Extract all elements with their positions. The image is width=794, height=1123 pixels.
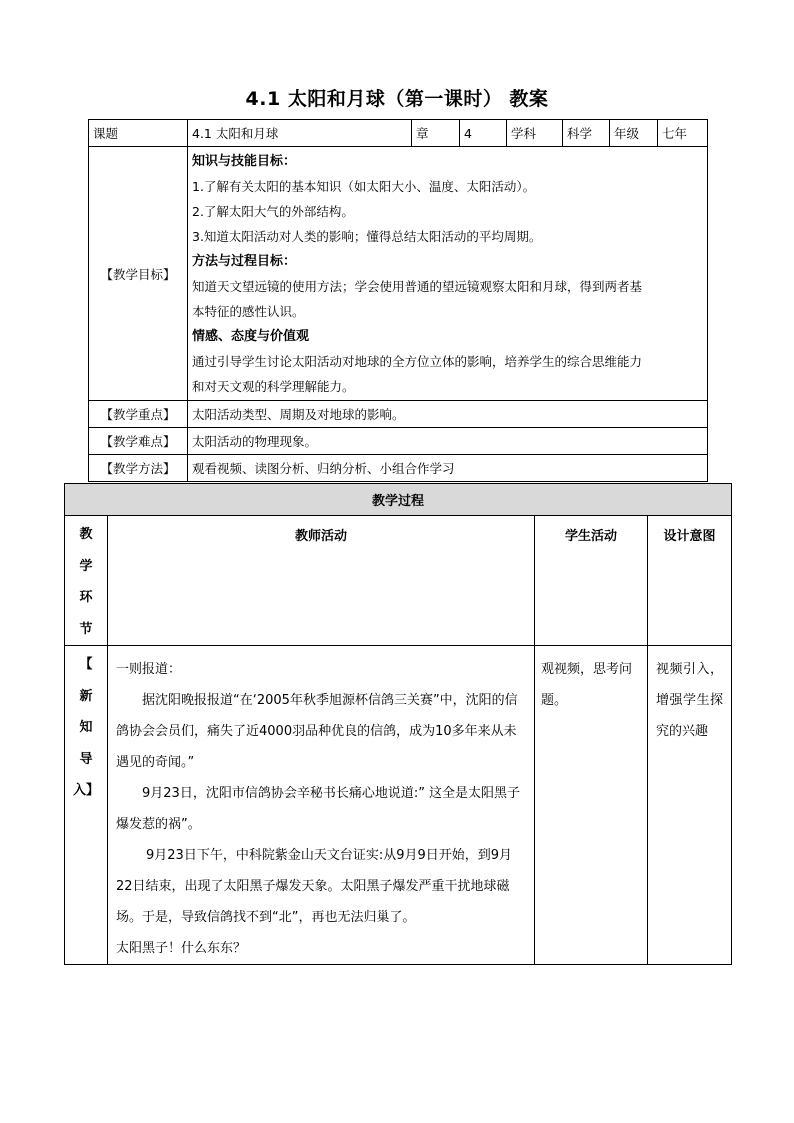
key-points-label: 【教学重点】 bbox=[89, 401, 188, 428]
page-title: 4.1 太阳和月球（第一课时） 教案 bbox=[245, 88, 549, 110]
student-activity: 观视频，思考问题。 bbox=[535, 646, 648, 965]
report-intro: 一则报道： bbox=[116, 662, 182, 677]
stage-new-knowledge: 【 新 知 导 入】 bbox=[65, 646, 108, 965]
objective-item-2: 2.了解太阳大气的外部结构。 bbox=[192, 204, 354, 219]
stage-column-header: 教 学 环 节 bbox=[65, 516, 108, 646]
topic-value: 4.1 太阳和月球 bbox=[188, 120, 412, 147]
report-question: 太阳黑子！什么东东？ bbox=[116, 941, 247, 956]
grade-label: 年级 bbox=[610, 120, 658, 147]
objective-heading-method: 方法与过程目标： bbox=[192, 254, 297, 269]
value-line-2: 和对天文观的科学理解能力。 bbox=[192, 379, 355, 394]
report-paragraph-1: 据沈阳晚报报道“在‘2005年秋季旭源杯信鸽三关赛”中，沈阳的信鸽协会会员们，痛失了近4000羽品种优良的信鸽，成为10多年来从未遇见的奇闻。” bbox=[116, 693, 518, 770]
method-line-2: 本特征的感性认识。 bbox=[192, 304, 305, 319]
methods-label: 【教学方法】 bbox=[89, 455, 188, 482]
chapter-value: 4 bbox=[460, 120, 507, 147]
design-column-header: 设计意图 bbox=[648, 516, 732, 646]
methods-value: 观看视频、读图分析、归纳分析、小组合作学习 bbox=[188, 455, 708, 482]
objective-heading-values: 情感、态度与价值观 bbox=[192, 329, 310, 344]
objectives-label: 【教学目标】 bbox=[89, 147, 188, 401]
subject-value: 科学 bbox=[563, 120, 610, 147]
student-column-header: 学生活动 bbox=[535, 516, 648, 646]
key-points-value: 太阳活动类型、周期及对地球的影响。 bbox=[188, 401, 708, 428]
difficulties-value: 太阳活动的物理现象。 bbox=[188, 428, 708, 455]
topic-label: 课题 bbox=[89, 120, 188, 147]
difficulties-label: 【教学难点】 bbox=[89, 428, 188, 455]
method-line-1: 知道天文望远镜的使用方法；学会使用普通的望远镜观察太阳和月球，得到两者基 bbox=[192, 279, 643, 294]
teacher-column-header: 教师活动 bbox=[108, 516, 535, 646]
design-intent: 视频引入，增强学生探究的兴趣 bbox=[648, 646, 732, 965]
objectives-content bbox=[188, 147, 708, 401]
chapter-label: 章 bbox=[412, 120, 460, 147]
report-paragraph-2: 9月23日，沈阳市信鸽协会辛秘书长痛心地说道:” 这全是太阳黑子爆发惹的祸”。 bbox=[116, 786, 521, 832]
grade-value: 七年 bbox=[658, 120, 708, 147]
value-line-1: 通过引导学生讨论太阳活动对地球的全方位立体的影响，培养学生的综合思维能力 bbox=[192, 354, 643, 369]
process-header: 教学过程 bbox=[65, 484, 732, 516]
subject-label: 学科 bbox=[507, 120, 563, 147]
objective-heading-knowledge: 知识与技能目标： bbox=[192, 154, 297, 169]
objective-item-3: 3.知道太阳活动对人类的影响；懂得总结太阳活动的平均周期。 bbox=[192, 229, 542, 244]
lesson-info-table bbox=[88, 119, 708, 482]
report-paragraph-3: 9月23日下午，中科院紫金山天文台证实:从9月9日开始，到9月22日结束，出现了太阳黑子爆发天象。太阳黑子爆发严重干扰地球磁场。于是，导致信鸽找不到“北”，再也无法归巢了。 bbox=[116, 848, 513, 925]
objective-item-1: 1.了解有关太阳的基本知识（如太阳大小、温度、太阳活动）。 bbox=[192, 179, 536, 194]
teacher-activity bbox=[108, 646, 535, 965]
teaching-process-table bbox=[64, 483, 732, 965]
